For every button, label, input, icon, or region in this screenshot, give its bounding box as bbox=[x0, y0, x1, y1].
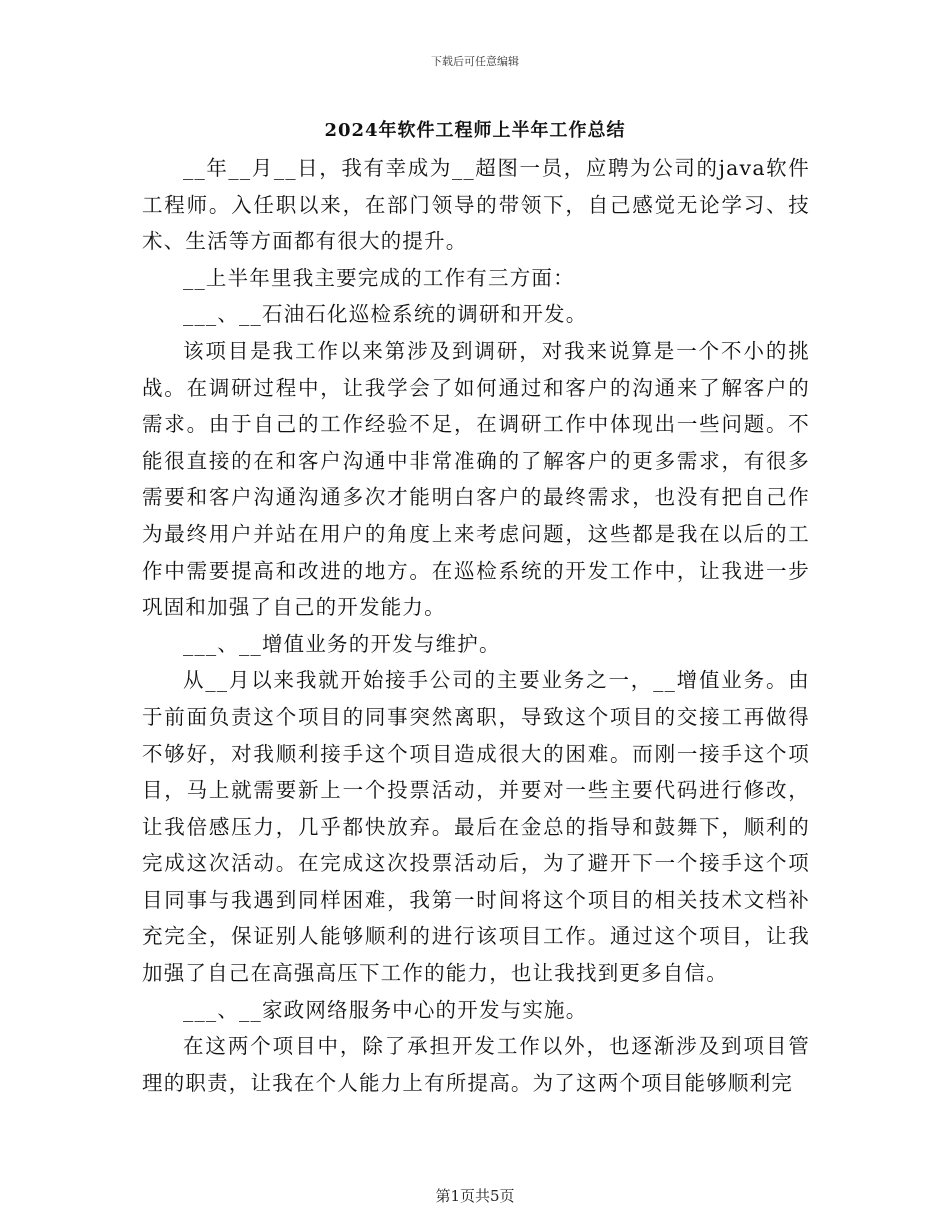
section-heading-2: ___、__增值业务的开发与维护。 bbox=[183, 631, 501, 656]
section-heading-1: ___、__石油石化巡检系统的调研和开发。 bbox=[183, 302, 588, 327]
paragraph-section-2: 从__月以来我就开始接手公司的主要业务之一，__增值业务。由于前面负责这个项目的同事突然离职，导致这个项目的交接工再做得不够好，对我顺利接手这个项目造成很大的困难。而刚一接手这个项目，马上就需要新上一个投票活动，并要对一些主要代码进行修改，让我倍感压力，几乎都快放弃。最后在金总的指导和鼓舞下，顺利的完成这次活动。在完成这次投票活动后，为了避开下一个接手这个项目同事与我遇到同样困难，我第一时间将这个项目的相关技术文档补充完全，保证别人能够顺利的进行该项目工作。通过这个项目，让我加强了自己在高强高压下工作的能力，也让我找到更多自信。 bbox=[142, 668, 810, 986]
paragraph-section-3: 在这两个项目中，除了承担开发工作以外，也逐渐涉及到项目管理的职责，让我在个人能力上有所提高。为了这两个项目能够顺利完 bbox=[142, 1034, 810, 1095]
document-title: 2024年软件工程师上半年工作总结 bbox=[324, 120, 626, 141]
paragraph-section-1: 该项目是我工作以来第涉及到调研，对我来说算是一个不小的挑战。在调研过程中，让我学会了如何通过和客户的沟通来了解客户的需求。由于自己的工作经验不足，在调研工作中体现出一些问题。不能很直接的在和客户沟通中非常准确的了解客户的更多需求，有很多需要和客户沟通沟通多次才能明白客户的最终需求，也没有把自己作为最终用户并站在用户的角度上来考虑问题，这些都是我在以后的工作中需要提高和改进的地方。在巡检系统的开发工作中，让我进一步巩固和加强了自己的开发能力。 bbox=[142, 338, 810, 620]
section-heading-3: ___、__家政网络服务中心的开发与实施。 bbox=[183, 997, 588, 1022]
page-footer: 第1页共5页 bbox=[435, 1187, 515, 1205]
page-header: 下载后可任意编辑 bbox=[431, 55, 519, 68]
paragraph-summary-lead: __上半年里我主要完成的工作有三方面： bbox=[183, 265, 575, 290]
document-body bbox=[142, 150, 810, 1101]
paragraph-intro: __年__月__日，我有幸成为__超图一员，应聘为公司的java软件工程师。入任职以来，在部门领导的带领下，自己感觉无论学习、技术、生活等方面都有很大的提升。 bbox=[142, 156, 810, 254]
